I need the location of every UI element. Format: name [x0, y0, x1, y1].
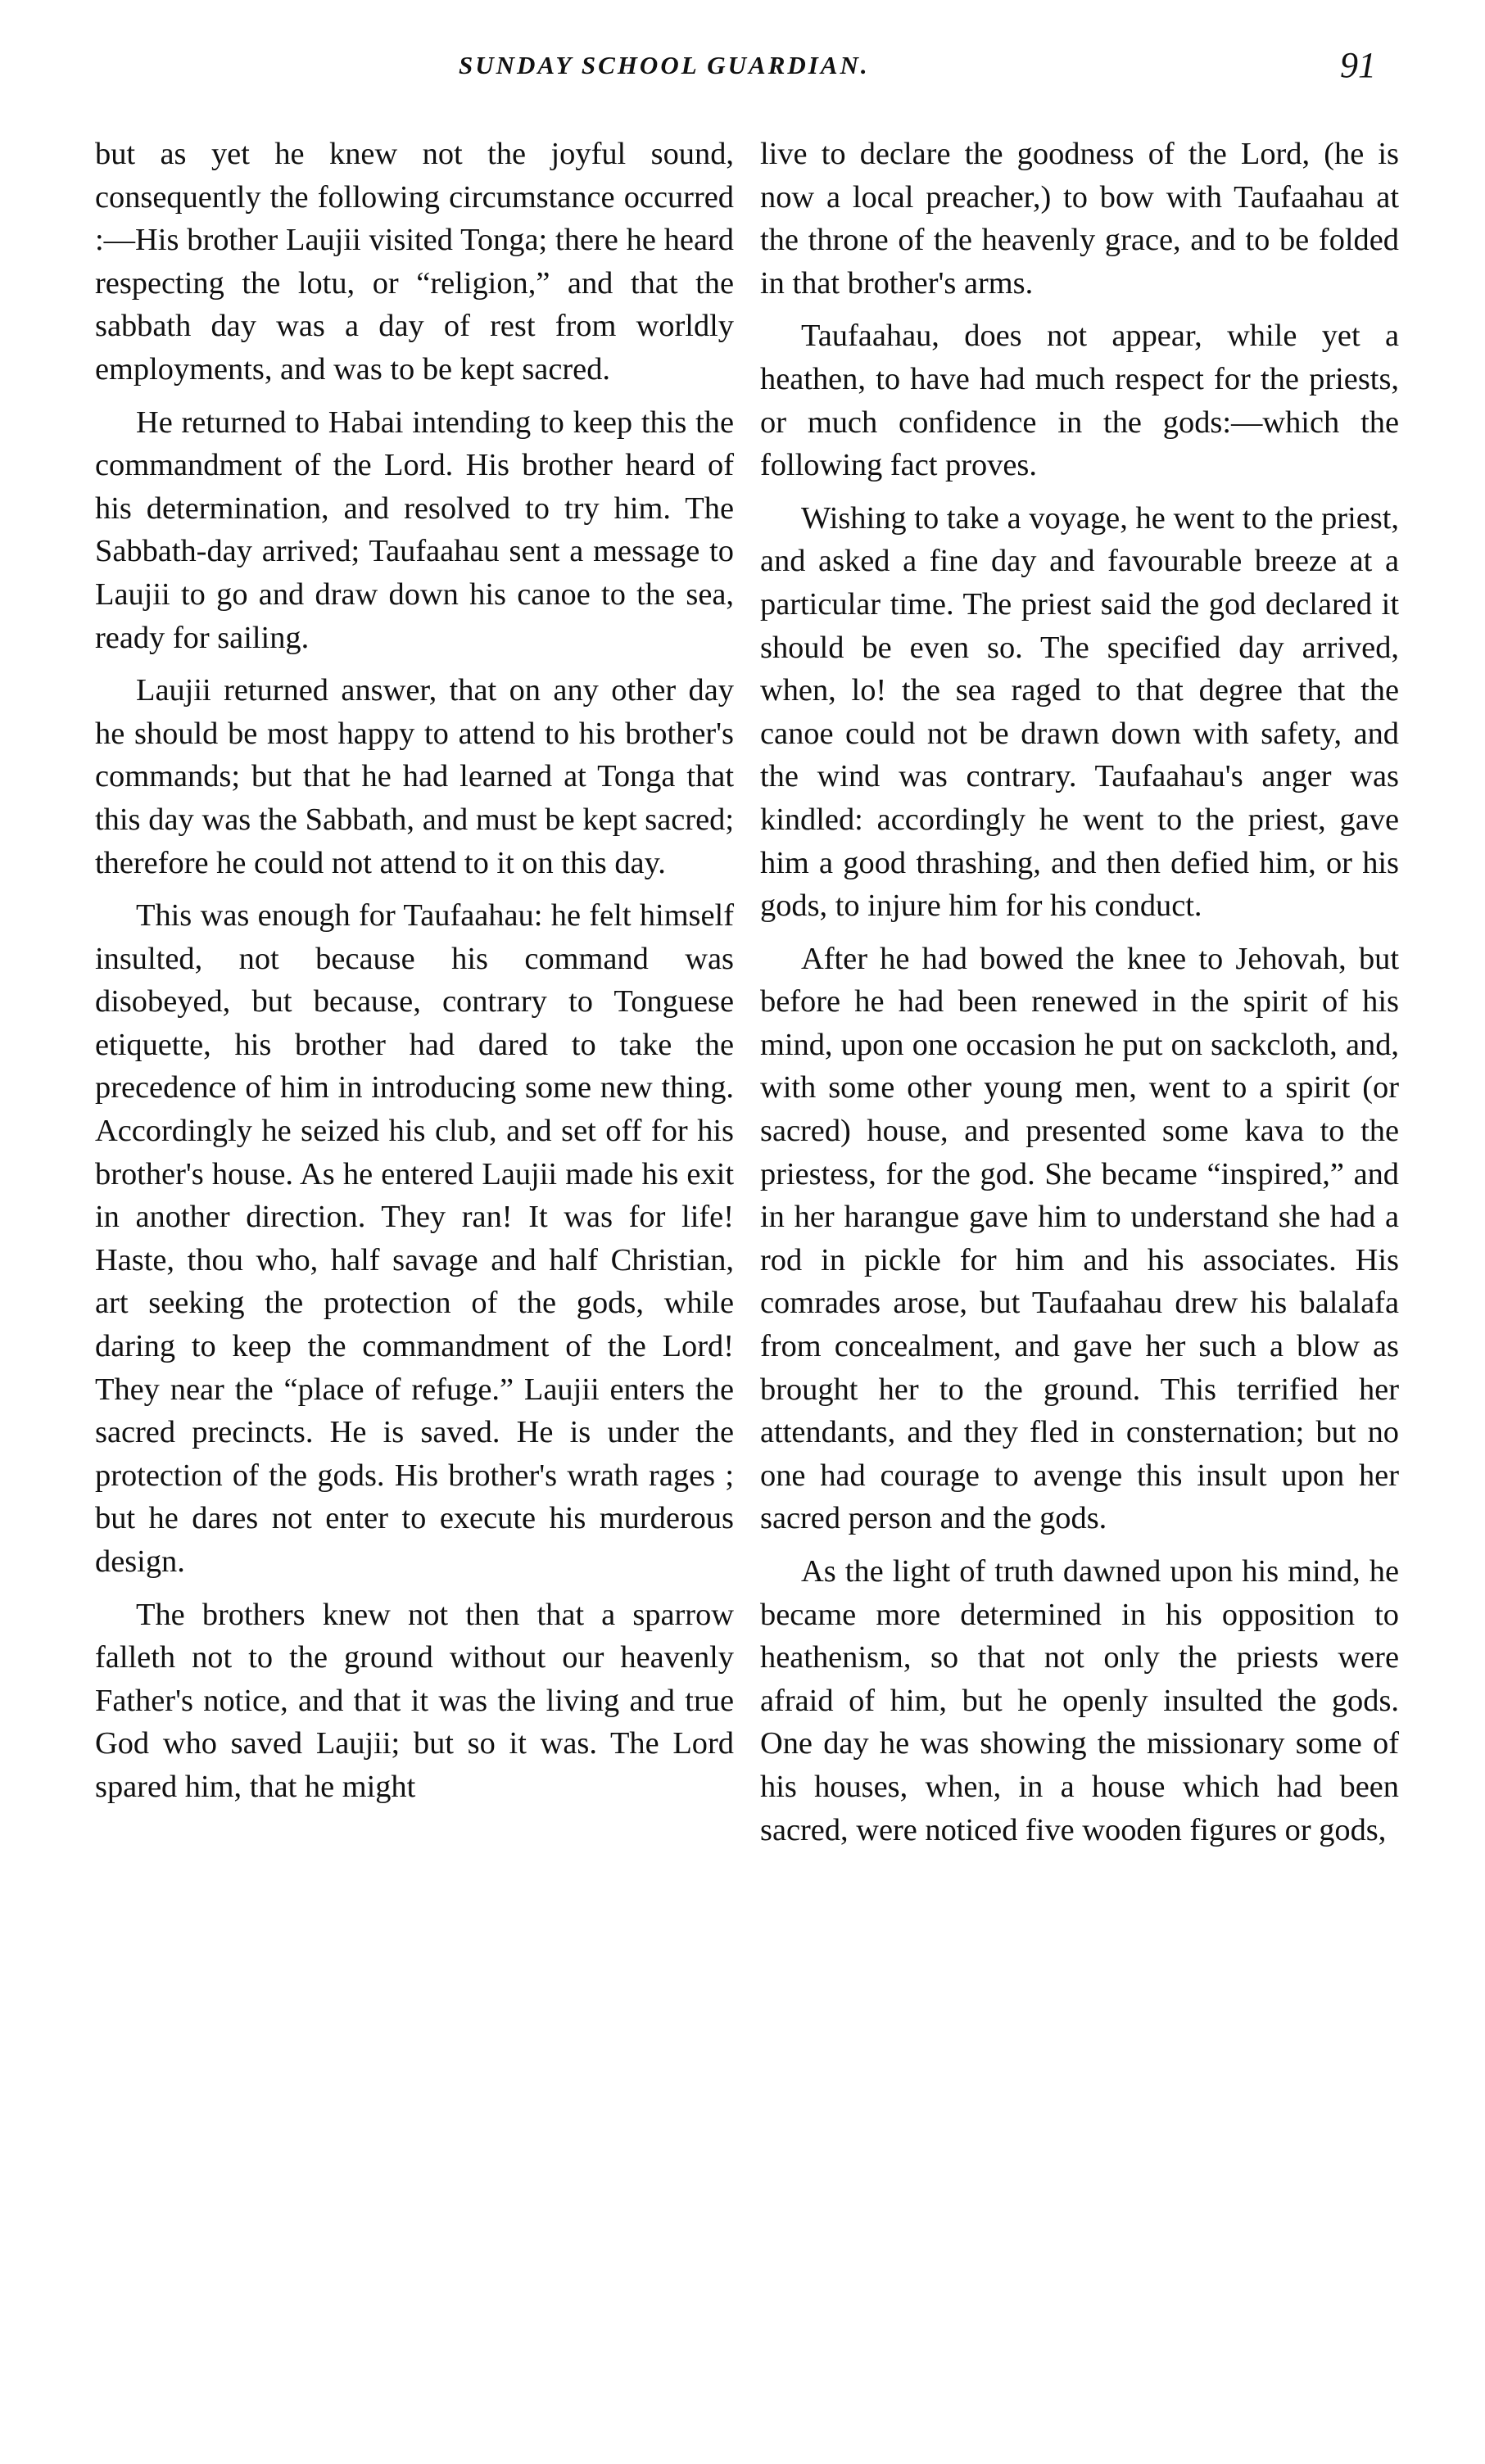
running-title: SUNDAY SCHOOL GUARDIAN. [459, 51, 870, 79]
page-number: 91 [1340, 45, 1376, 85]
left-paragraph-5: The brothers knew not then that a sparrow falleth not to the ground without our heavenly Father's notice, and that it was the living and true God who saved Laujii; but so it was. The Lord spared him, that he might [95, 1597, 734, 1804]
right-paragraph-5: As the light of truth dawned upon his mind, he became more determined in his opposition to heathenism, so that not only the priests were afraid of him, but he openly insulted the gods. One day he was showing the missionary some of his houses, when, in a house which had been sacred, were noticed five wooden figures or gods, [760, 1554, 1399, 1847]
left-paragraph-4: This was enough for Taufaahau: he felt himself insulted, not because his command was disobeyed, but because, contrary to Tonguese etiquette, his brother had dared to take the precedence of him in introducing some new thing. Accordingly he seized his club, and set off for his brother's house. As he entered Laujii made his exit in another direction. They ran! It was for life! Haste, thou who, half savage and half Christian, art seeking the protection of the gods, while daring to keep the commandment of the Lord! They near the “place of refuge.” Laujii enters the sacred precincts. He is saved. He is under the protection of the gods. His brother's wrath rages ; but he dares not enter to execute his murderous design. [95, 898, 734, 1579]
left-paragraph-1: but as yet he knew not the joyful sound, consequently the following circumstance occurred :—His brother Laujii visited Tonga; there he heard respecting the lotu, or “religion,” and that the sabbath day was a day of rest from worldly employments, and was to be kept sacred. [95, 137, 734, 387]
left-paragraph-3: Laujii returned answer, that on any other day he should be most happy to attend to his brother's commands; but that he had learned at Tonga that this day was the Sabbath, and must be kept sacred; therefore he could not attend to it on this day. [95, 673, 734, 880]
right-paragraph-1: live to declare the goodness of the Lord, (he is now a local preacher,) to bow with Taufaahau at the throne of the heavenly grace, and to be folded in that brother's arms. [760, 137, 1399, 301]
left-column [95, 133, 734, 1809]
right-paragraph-3: Wishing to take a voyage, he went to the priest, and asked a fine day and favourable breeze at a particular time. The priest said the god declared it should be even so. The specified day arrived, when, lo! the sea raged to that degree that the canoe could not be drawn down with safety, and the wind was contrary. Taufaahau's anger was kindled: accordingly he went to the priest, gave him a good thrashing, and then defied him, or his gods, to injure him for his conduct. [760, 500, 1399, 924]
running-header [0, 45, 1485, 100]
left-paragraph-2: He returned to Habai intending to keep this the commandment of the Lord. His brother heard of his determination, and resolved to try him. The Sabbath-day arrived; Taufaahau sent a message to Laujii to go and draw down his canoe to the sea, ready for sailing. [95, 405, 734, 655]
right-paragraph-2: Taufaahau, does not appear, while yet a heathen, to have had much respect for the priests, or much confidence in the gods:—which the following fact proves. [760, 319, 1399, 483]
right-paragraph-4: After he had bowed the knee to Jehovah, but before he had been renewed in the spirit of his mind, upon one occasion he put on sackcloth, and, with some other young men, went to a spirit (or sacred) house, and presented some kava to the priestess, for the god. She became “inspired,” and in her harangue gave him to understand she had a rod in pickle for him and his associates. His comrades arose, but Taufaahau drew his balalafa from concealment, and gave her such a blow as brought her to the ground. This terrified her attendants, and they fled in consternation; but no one had courage to avenge this insult upon her sacred person and the gods. [760, 941, 1399, 1536]
right-column [760, 133, 1399, 1851]
